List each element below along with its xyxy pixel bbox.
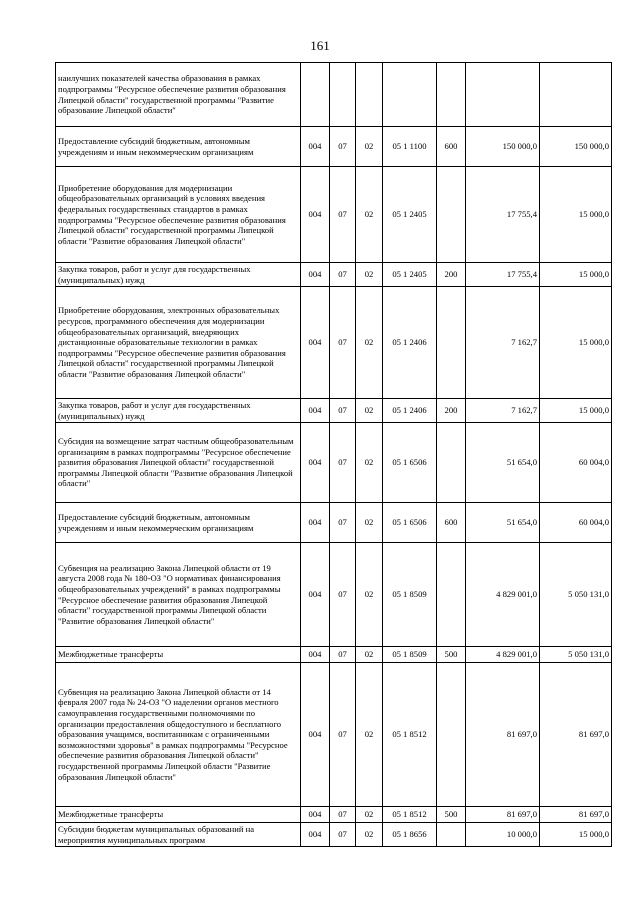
cell-subsection-code: 02 [356, 423, 383, 503]
cell-description: Субвенция на реализацию Закона Липецкой области от 19 августа 2008 года № 180-ОЗ "О нормативах финансирования общеобразовательных учреждений" в рамках подпрограммы "Ресурсное обеспечение развития образования Липецкой области" государственной программы Липецкой области "Развитие образования Липецкой области" [56, 543, 301, 647]
cell-amount-year-2: 81 697,0 [540, 663, 612, 807]
cell-expense-type [437, 63, 466, 127]
cell-subsection-code: 02 [356, 399, 383, 423]
cell-target-article: 05 1 8509 [383, 543, 437, 647]
cell-expense-type: 500 [437, 647, 466, 663]
cell-expense-type [437, 823, 466, 847]
cell-subsection-code: 02 [356, 807, 383, 823]
cell-ministry-code: 004 [301, 503, 330, 543]
cell-target-article: 05 1 2405 [383, 167, 437, 263]
table-row [56, 823, 612, 847]
cell-amount-year-2: 15 000,0 [540, 287, 612, 399]
cell-expense-type [437, 423, 466, 503]
cell-amount-year-2: 15 000,0 [540, 399, 612, 423]
cell-expense-type: 600 [437, 503, 466, 543]
cell-ministry-code: 004 [301, 647, 330, 663]
cell-description: Приобретение оборудования, электронных образовательных ресурсов, программного обеспечения для модернизации общеобразовательных организаций, внедряющих дистанционные образовательные технологии в рамках подпрограммы "Ресурсное обеспечение развития образования Липецкой области" государственной программы Липецкой области "Развитие образования Липецкой области" [56, 287, 301, 399]
cell-section-code: 07 [330, 647, 356, 663]
cell-description: Предоставление субсидий бюджетным, автономным учреждениям и иным некоммерческим организациям [56, 503, 301, 543]
cell-ministry-code: 004 [301, 287, 330, 399]
cell-expense-type: 200 [437, 263, 466, 287]
cell-description: Субсидия на возмещение затрат частным общеобразовательным организациям в рамках подпрограммы "Ресурсное обеспечение развития образования Липецкой области" государственной программы Липецкой области "Развитие образования Липецкой области" [56, 423, 301, 503]
cell-amount-year-1: 4 829 001,0 [466, 647, 540, 663]
table-row [56, 399, 612, 423]
cell-expense-type: 500 [437, 807, 466, 823]
cell-subsection-code: 02 [356, 167, 383, 263]
cell-amount-year-2: 15 000,0 [540, 167, 612, 263]
cell-amount-year-1: 81 697,0 [466, 807, 540, 823]
cell-amount-year-1: 81 697,0 [466, 663, 540, 807]
cell-description: Закупка товаров, работ и услуг для государственных (муниципальных) нужд [56, 399, 301, 423]
cell-description: Субвенция на реализацию Закона Липецкой области от 14 февраля 2007 года № 24-ОЗ "О наделении органов местного самоуправления государственными полномочиями по организации предоставления общедоступного и бесплатного образования учащимся, воспитанникам с ограниченными возможностями здоровья" в рамках подпрограммы "Ресурсное обеспечение развития образования Липецкой области" государственной программы Липецкой области "Развитие образования Липецкой области" [56, 663, 301, 807]
cell-subsection-code: 02 [356, 503, 383, 543]
cell-expense-type [437, 663, 466, 807]
cell-section-code: 07 [330, 287, 356, 399]
table-row [56, 63, 612, 127]
cell-amount-year-1: 51 654,0 [466, 503, 540, 543]
cell-ministry-code: 004 [301, 423, 330, 503]
cell-section-code [330, 63, 356, 127]
cell-subsection-code: 02 [356, 823, 383, 847]
cell-amount-year-1: 51 654,0 [466, 423, 540, 503]
cell-ministry-code: 004 [301, 127, 330, 167]
cell-subsection-code: 02 [356, 647, 383, 663]
cell-ministry-code: 004 [301, 263, 330, 287]
cell-target-article: 05 1 1100 [383, 127, 437, 167]
cell-amount-year-1: 10 000,0 [466, 823, 540, 847]
cell-description: наилучших показателей качества образования в рамках подпрограммы "Ресурсное обеспечение развития образования Липецкой области" государственной программы "Развитие образование Липецкой области" [56, 63, 301, 127]
cell-amount-year-1: 7 162,7 [466, 287, 540, 399]
cell-target-article: 05 1 6506 [383, 423, 437, 503]
table-row [56, 647, 612, 663]
cell-ministry-code: 004 [301, 543, 330, 647]
table-row [56, 423, 612, 503]
table-row [56, 263, 612, 287]
cell-section-code: 07 [330, 399, 356, 423]
cell-section-code: 07 [330, 503, 356, 543]
cell-expense-type: 200 [437, 399, 466, 423]
cell-description: Межбюджетные трансферты [56, 647, 301, 663]
cell-amount-year-2: 60 004,0 [540, 423, 612, 503]
cell-amount-year-1 [466, 63, 540, 127]
cell-subsection-code: 02 [356, 263, 383, 287]
cell-amount-year-2: 5 050 131,0 [540, 647, 612, 663]
cell-ministry-code: 004 [301, 823, 330, 847]
cell-expense-type [437, 543, 466, 647]
cell-target-article: 05 1 8509 [383, 647, 437, 663]
cell-target-article: 05 1 8512 [383, 807, 437, 823]
cell-amount-year-2: 15 000,0 [540, 263, 612, 287]
cell-ministry-code: 004 [301, 167, 330, 263]
cell-target-article: 05 1 6506 [383, 503, 437, 543]
cell-subsection-code: 02 [356, 663, 383, 807]
page-number: 161 [310, 38, 330, 53]
cell-section-code: 07 [330, 663, 356, 807]
table-row [56, 167, 612, 263]
table-row [56, 543, 612, 647]
cell-amount-year-1: 4 829 001,0 [466, 543, 540, 647]
cell-subsection-code [356, 63, 383, 127]
cell-section-code: 07 [330, 543, 356, 647]
cell-amount-year-2: 15 000,0 [540, 823, 612, 847]
cell-expense-type [437, 287, 466, 399]
cell-ministry-code [301, 63, 330, 127]
cell-subsection-code: 02 [356, 287, 383, 399]
cell-expense-type [437, 167, 466, 263]
table-row [56, 663, 612, 807]
cell-ministry-code: 004 [301, 807, 330, 823]
cell-section-code: 07 [330, 167, 356, 263]
table-row [56, 127, 612, 167]
cell-target-article: 05 1 2405 [383, 263, 437, 287]
table-row [56, 287, 612, 399]
cell-amount-year-2 [540, 63, 612, 127]
table-row [56, 503, 612, 543]
cell-target-article: 05 1 2406 [383, 399, 437, 423]
cell-target-article [383, 63, 437, 127]
cell-amount-year-1: 7 162,7 [466, 399, 540, 423]
budget-table [55, 62, 612, 847]
cell-ministry-code: 004 [301, 663, 330, 807]
cell-subsection-code: 02 [356, 543, 383, 647]
cell-amount-year-2: 81 697,0 [540, 807, 612, 823]
cell-amount-year-2: 5 050 131,0 [540, 543, 612, 647]
cell-expense-type: 600 [437, 127, 466, 167]
cell-amount-year-1: 150 000,0 [466, 127, 540, 167]
cell-description: Предоставление субсидий бюджетным, автономным учреждениям и иным некоммерческим организациям [56, 127, 301, 167]
cell-subsection-code: 02 [356, 127, 383, 167]
cell-target-article: 05 1 8512 [383, 663, 437, 807]
cell-description: Закупка товаров, работ и услуг для государственных (муниципальных) нужд [56, 263, 301, 287]
table-row [56, 807, 612, 823]
cell-amount-year-2: 60 004,0 [540, 503, 612, 543]
cell-target-article: 05 1 2406 [383, 287, 437, 399]
cell-section-code: 07 [330, 263, 356, 287]
cell-section-code: 07 [330, 807, 356, 823]
cell-section-code: 07 [330, 423, 356, 503]
cell-ministry-code: 004 [301, 399, 330, 423]
cell-amount-year-2: 150 000,0 [540, 127, 612, 167]
cell-description: Приобретение оборудования для модернизации общеобразовательных организаций в условиях введения федеральных государственных стандартов в рамках подпрограммы "Ресурсное обеспечение развития образования Липецкой области" государственной программы Липецкой области "Развитие образования Липецкой области" [56, 167, 301, 263]
cell-description: Межбюджетные трансферты [56, 807, 301, 823]
cell-target-article: 05 1 8656 [383, 823, 437, 847]
cell-section-code: 07 [330, 127, 356, 167]
cell-section-code: 07 [330, 823, 356, 847]
cell-amount-year-1: 17 755,4 [466, 263, 540, 287]
cell-amount-year-1: 17 755,4 [466, 167, 540, 263]
cell-description: Субсидии бюджетам муниципальных образований на мероприятия муниципальных программ [56, 823, 301, 847]
